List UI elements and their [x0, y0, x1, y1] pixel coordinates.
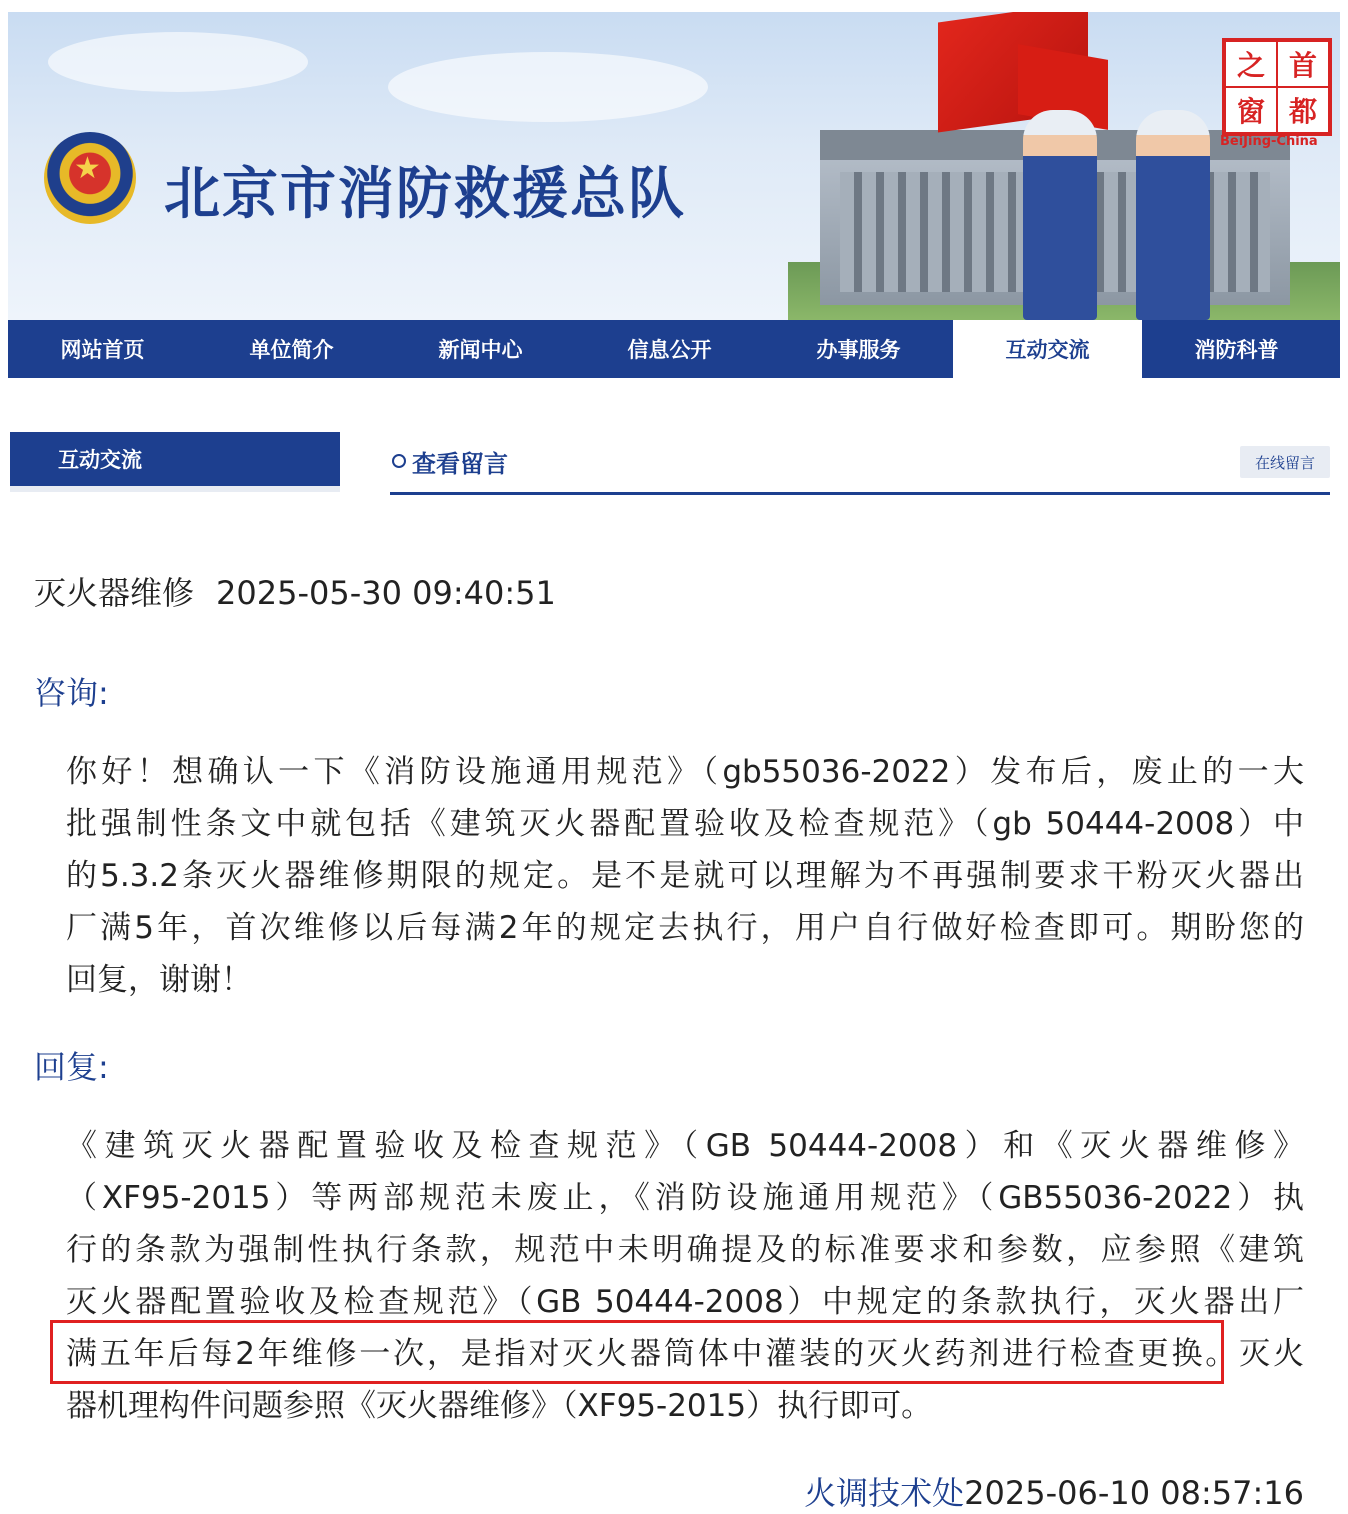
guard-figure [1136, 110, 1210, 320]
logo-char: 窗 [1225, 87, 1277, 133]
highlight-annotation-box [50, 1320, 1224, 1384]
cloud [388, 52, 708, 122]
question-line: 的5.3.2条灭火器维修期限的规定。是不是就可以理解为不再强制要求干粉灭火器出 [66, 858, 1304, 894]
nav-item-services[interactable]: 办事服务 [816, 338, 901, 362]
question-line: 你好！想确认一下《消防设施通用规范》（gb55036-2022）发布后，废止的一大 [66, 754, 1304, 790]
main-nav [8, 320, 1340, 378]
reply-line: 灭火器配置验收及检查规范》（GB 50444-2008）中规定的条款执行，灭火器出厂 [66, 1284, 1304, 1320]
sidebar-tab-interaction[interactable]: 互动交流 [10, 432, 340, 486]
reply-text [66, 1120, 1304, 1432]
section-title: 查看留言 [412, 450, 508, 478]
reply-datetime: 2025-06-10 08:57:16 [964, 1474, 1304, 1512]
fire-rescue-emblem-icon [44, 132, 136, 224]
nav-item-science[interactable]: 消防科普 [1194, 338, 1279, 362]
reply-label: 回复: [34, 1048, 109, 1086]
star-icon: ★ [74, 151, 101, 186]
circle-bullet-icon [392, 454, 406, 468]
question-line: 厂满5年，首次维修以后每满2年的规定去执行，用户自行做好检查即可。期盼您的 [66, 910, 1304, 946]
logo-char: 首 [1277, 41, 1329, 87]
reply-line: 器机理构件问题参照《灭火器维修》（XF95-2015）执行即可。 [66, 1388, 933, 1424]
message-heading [34, 568, 556, 614]
cloud [48, 32, 308, 92]
reply-line: 行的条款为强制性执行条款，规范中未明确提及的标准要求和参数，应参照《建筑 [66, 1232, 1304, 1268]
logo-char: 之 [1225, 41, 1277, 87]
online-message-button[interactable]: 在线留言 [1240, 446, 1330, 478]
site-banner [8, 12, 1340, 320]
nav-item-news[interactable]: 新闻中心 [438, 338, 523, 362]
section-header [390, 442, 1330, 495]
reply-line: 满五年后每2年维修一次，是指对灭火器筒体中灌装的灭火药剂进行检查更换。灭火 [66, 1336, 1304, 1372]
logo-char: 都 [1277, 87, 1329, 133]
question-label: 咨询: [34, 674, 109, 712]
question-text [66, 746, 1304, 1006]
site-title: 北京市消防救援总队 [164, 162, 686, 227]
message-subject: 灭火器维修 [34, 574, 195, 612]
reply-line: （XF95-2015）等两部规范未废止，《消防设施通用规范》（GB55036-2022）执 [66, 1180, 1304, 1216]
capital-logo-text: BeiJing-China [1220, 134, 1318, 149]
nav-item-interaction[interactable]: 互动交流 [953, 320, 1142, 378]
reply-signature [804, 1468, 1304, 1514]
nav-item-info[interactable]: 信息公开 [627, 338, 712, 362]
capital-window-logo[interactable] [1222, 38, 1332, 136]
nav-item-about[interactable]: 单位简介 [249, 338, 334, 362]
question-line: 批强制性条文中就包括《建筑灭火器配置验收及检查规范》（gb 50444-2008）中 [66, 806, 1304, 842]
question-line: 回复，谢谢！ [66, 962, 252, 998]
reply-department: 火调技术处 [804, 1474, 965, 1512]
message-datetime: 2025-05-30 09:40:51 [216, 574, 556, 612]
guard-figure [1023, 110, 1097, 320]
nav-item-home[interactable]: 网站首页 [60, 338, 145, 362]
reply-line: 《建筑灭火器配置验收及检查规范》（GB 50444-2008）和《灭火器维修》 [66, 1128, 1304, 1164]
